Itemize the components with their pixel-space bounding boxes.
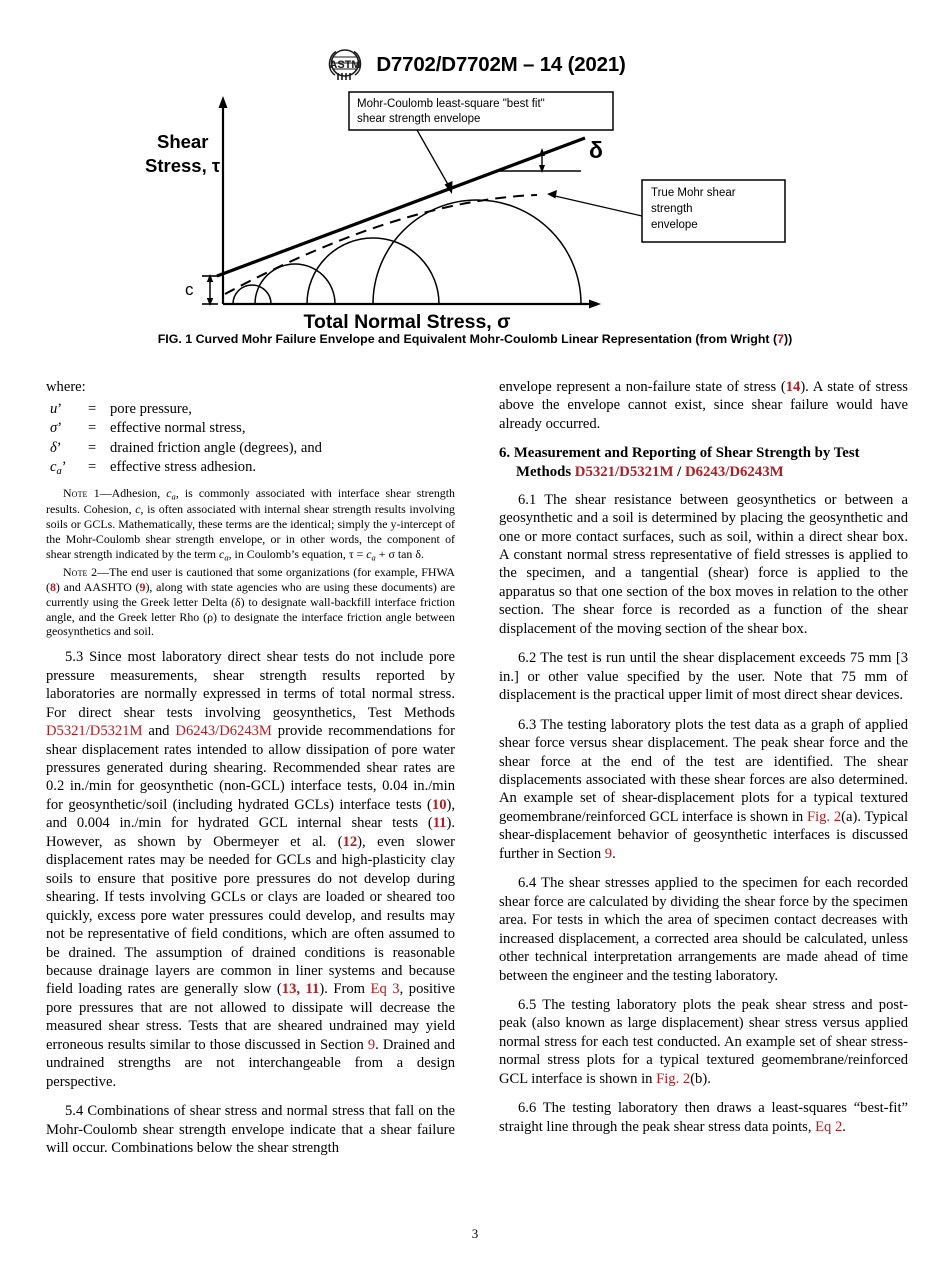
astm-logo: [324, 48, 366, 82]
para-6-5-text-b: (b).: [690, 1070, 711, 1087]
para-cont-text-a: envelope represent a non-failure state of stress (: [499, 379, 786, 395]
para-5-3-text-f: ), even slower displacement rates may be needed for GCLs and high-plasticity clay soils to ensure that positive pore pressures do not develop during shearing. If tests involving GCLs or clays are loaded or sheared too quickly, excess pore water pressures could develop, and results may not be representative of field conditions, which are often assumed to be drained. The assumption of drained conditions is reasonable because drainage layers are common in liner systems and because field loading rates are generally slow (: [46, 833, 455, 998]
page-header: [0, 48, 950, 82]
callout-best-fit-line2: shear strength envelope: [357, 113, 481, 125]
x-axis-label: Total Normal Stress, σ: [303, 311, 511, 331]
note-1-text-c: , is often associated with internal shear strength results involving soils or GCLs. Mathematically, these terms are the identical; simply the y-intercept of the Mohr-Coulomb shear strength envelope, or in other words, the component of shear strength indicated by the term: [46, 502, 456, 561]
paragraph-6-6: [499, 1099, 908, 1136]
best-fit-envelope: [217, 138, 585, 276]
y-axis-label-line1: Shear: [157, 131, 209, 152]
note-1-sub-c: a: [224, 552, 229, 563]
para-cont-text-b: ). A state of stress above the envelope cannot exist, since shear failure would have already occurred.: [499, 379, 908, 432]
definition-symbol: $c_a$’: [50, 459, 67, 478]
figure-caption: [0, 332, 950, 346]
cohesion-intercept-label: c: [185, 280, 194, 299]
figure-caption-reference: 7: [777, 332, 784, 346]
symbol-definition-list: [46, 400, 455, 479]
section-6-number: 6.: [499, 445, 511, 462]
para-5-3-ref-eq3[interactable]: Eq 3: [370, 981, 400, 998]
note-1-sub-a: a: [171, 491, 176, 502]
para-5-3-text-a: 5.3 Since most laboratory direct shear tests do not include pore pressure measurements, shear strength results reported by laboratories are normally expressed in terms of total normal stress. For direct shear tests involving geosynthetics, Test Methods: [46, 649, 455, 721]
svg-text:ASTM: ASTM: [329, 59, 361, 71]
body-columns: [46, 378, 908, 1169]
note-1-text-e: + σ tan δ.: [375, 546, 424, 561]
para-6-3-text-a: 6.3 The testing laboratory plots the test data as a graph of applied shear force versus shear displacement. The peak shear force and the shear force at the end of the test are identified. The shear displacements associated with these shear forces are also determined. An example set of shear-displacement plots for a typical textured geomembrane/reinforced GCL interface is shown in: [499, 716, 908, 825]
note-1-label: Note 1: [63, 486, 100, 501]
para-5-3-reference-12[interactable]: 12: [342, 833, 358, 850]
paragraph-6-5: [499, 996, 908, 1088]
paragraph-6-3: [499, 716, 908, 864]
note-1-symbol-d: c: [366, 546, 372, 561]
mohr-diagram: [145, 86, 805, 331]
para-6-5-text-a: 6.5 The testing laboratory plots the peak shear stress and post-peak (also known as large displacement) shear stress versus applied normal stress for each test conducted. An example set of shear stress-normal stress plots for a typical textured geomembrane/reinforced GCL interface is shown in: [499, 996, 908, 1087]
note-1-text-a: —Adhesion,: [99, 486, 167, 501]
where-label: where:: [46, 379, 86, 395]
note-2-reference-8[interactable]: 8: [49, 579, 56, 594]
definition-equals: =: [88, 439, 97, 456]
note-1-text-d: , in Coulomb’s equation, τ =: [228, 546, 367, 561]
para-5-3-ref-section-9[interactable]: 9: [367, 1036, 376, 1053]
note-1-symbol-b: c: [135, 502, 141, 517]
para-6-6-text-b: .: [842, 1118, 846, 1135]
paragraph-6-4: 6.4 The shear stresses applied to the specimen for each recorded shear force are calculated by dividing the shear force by the specimen area. For tests in which the area of specimen contact decreases with increased displacement, a corrected area should be calculated, unless other technical interpretation arrangements are made ahead of time between the engineer and the testing laboratory.: [499, 875, 908, 984]
paragraph-5-3: [46, 648, 455, 1091]
section-6-ref-d6243[interactable]: D6243/D6243M: [684, 464, 784, 480]
definition-row: [46, 439, 455, 458]
para-5-3-text-b: and: [142, 723, 176, 740]
para-6-3-ref-section-9[interactable]: 9: [604, 845, 613, 862]
para-6-3-text-c: .: [612, 845, 616, 862]
paragraph-6-1: 6.1 The shear resistance between geosynthetics or between a geosynthetic and a soil is determined by placing the geosynthetic and one or more contact surfaces, such as soil, within a direct shear box. A constant normal stress representative of field stresses is applied to the specimen, and a tangential (shear) force is applied to the apparatus so that one section of the box moves in relation to the other section. The shear force is recorded as a function of the shear displacement of the moving section of the shear box.: [499, 491, 908, 637]
definition-text: effective normal stress,: [110, 420, 246, 437]
para-6-5-ref-fig2[interactable]: Fig. 2: [656, 1070, 691, 1087]
definition-row: [46, 458, 455, 479]
note-1-symbol-a: c: [166, 486, 172, 501]
paragraph-5-4-continued: [499, 378, 908, 433]
note-1-text-b: , is commonly associated with interface shear strength results. Cohesion,: [46, 486, 456, 517]
definition-symbol: δ’: [50, 439, 62, 456]
section-6-separator: /: [673, 464, 685, 480]
note-2: [46, 565, 455, 639]
para-5-3-ref-d6243[interactable]: D6243/D6243M: [175, 723, 272, 740]
section-6-ref-d5321[interactable]: D5321/D5321M: [574, 464, 674, 480]
definition-symbol: u’: [50, 400, 63, 417]
para-6-3-ref-fig2[interactable]: Fig. 2: [806, 808, 842, 825]
right-column: [499, 378, 908, 1169]
definition-row: [46, 419, 455, 438]
definition-text: drained friction angle (degrees), and: [110, 439, 322, 456]
para-5-3-text-h: , positive pore pressures that are not allowed to dissipate will decrease the measured shear stress. Tests that are sheared undrained may yield erroneous results similar to those discussed in Section: [46, 981, 455, 1053]
para-5-3-reference-11[interactable]: 11: [432, 815, 447, 832]
figure-caption-prefix: FIG. 1 Curved Mohr Failure Envelope and Equivalent Mohr-Coulomb Linear Representation (from Wright (: [157, 332, 778, 346]
note-1-symbol-c: c: [219, 546, 225, 561]
callout-true-mohr-line1: True Mohr shear: [651, 187, 736, 199]
definition-row: [46, 400, 455, 419]
note-2-text-a: —The end user is cautioned that some organizations (for example, FHWA (: [46, 564, 455, 594]
left-column: [46, 378, 455, 1169]
y-axis-label-line2: Stress, τ: [145, 155, 221, 176]
para-5-3-text-d: ), and 0.004 in./min for hydrated GCL internal shear tests (: [46, 796, 455, 832]
para-5-3-text-i: . Drained and undrained strengths are not interchangeable from a design perspective.: [46, 1036, 455, 1090]
figure-1: [0, 86, 950, 331]
definition-equals: =: [88, 420, 97, 437]
note-1: [46, 486, 455, 563]
standard-designation: D7702/D7702M – 14 (2021): [376, 53, 626, 76]
note-2-text-c: ), along with state agencies who are using these documents) are currently using the Greek letter Delta (δ) to designate wall-backfill interface friction angle, and the Greek letter Rho (ρ) to designate the interface friction angle between geosynthetics and soil.: [46, 579, 456, 639]
para-5-3-reference-10[interactable]: 10: [431, 796, 447, 813]
para-6-6-text-a: 6.6 The testing laboratory then draws a least-squares “best-fit” straight line through the peak shear stress data points,: [499, 1100, 908, 1135]
note-2-text-b: ) and AASHTO (: [55, 579, 140, 594]
figure-caption-suffix: )): [784, 332, 793, 346]
callout-true-mohr-line3: envelope: [651, 219, 698, 231]
true-mohr-envelope: [225, 195, 537, 294]
page-number: 3: [471, 1226, 479, 1241]
definition-symbol: σ’: [50, 420, 63, 437]
definition-text: pore pressure,: [110, 400, 192, 417]
section-6-title: Measurement and Reporting of Shear Strength by Test Methods: [513, 445, 860, 480]
definition-text: effective stress adhesion.: [110, 459, 257, 476]
note-2-reference-9[interactable]: 9: [139, 579, 146, 594]
callout-true-mohr-line2: strength: [651, 203, 693, 215]
para-6-6-ref-eq2[interactable]: Eq 2: [815, 1118, 843, 1135]
para-5-3-text-c: provide recommendations for shear displacement rates intended to allow dissipation of pore water pressures generated during shearing. Recommended shear rates are 0.2 in./min for geosynthetic (non-GCL) interface tests, 0.04 in./min for geosynthetic/soil (including hydrated GCLs) interface tests (: [46, 723, 455, 813]
note-2-label: Note 2: [63, 564, 98, 579]
note-1-sub-d: a: [371, 552, 376, 563]
para-5-3-text-g: ). From: [319, 981, 371, 998]
paragraph-6-2: 6.2 The test is run until the shear displacement exceeds 75 mm [3 in.] or other value specified by the user. Note that 75 mm of displacement is the practical upper limit of most direct shear devices.: [499, 650, 908, 704]
para-5-3-ref-d5321[interactable]: D5321/D5321M: [46, 723, 143, 740]
definition-equals: =: [88, 459, 97, 476]
callout-best-fit-line1: Mohr-Coulomb least-square "best fit": [357, 98, 545, 110]
para-cont-reference-14[interactable]: 14: [785, 379, 801, 395]
definition-equals: =: [88, 400, 97, 417]
delta-angle-label: δ: [589, 137, 603, 163]
paragraph-5-4: 5.4 Combinations of shear stress and normal stress that fall on the Mohr-Coulomb shear strength envelope indicate that a shear failure will occur. Combinations below the shear strength: [46, 1103, 455, 1157]
para-5-3-reference-13-11[interactable]: 13, 11: [281, 981, 320, 998]
para-5-3-text-e: ). However, as shown by Obermeyer et al. (: [46, 815, 455, 850]
para-6-3-text-b: (a). Typical shear-displacement behavior of geosynthetic interfaces is discussed further in Section: [499, 808, 908, 862]
section-6-heading: [499, 444, 908, 481]
